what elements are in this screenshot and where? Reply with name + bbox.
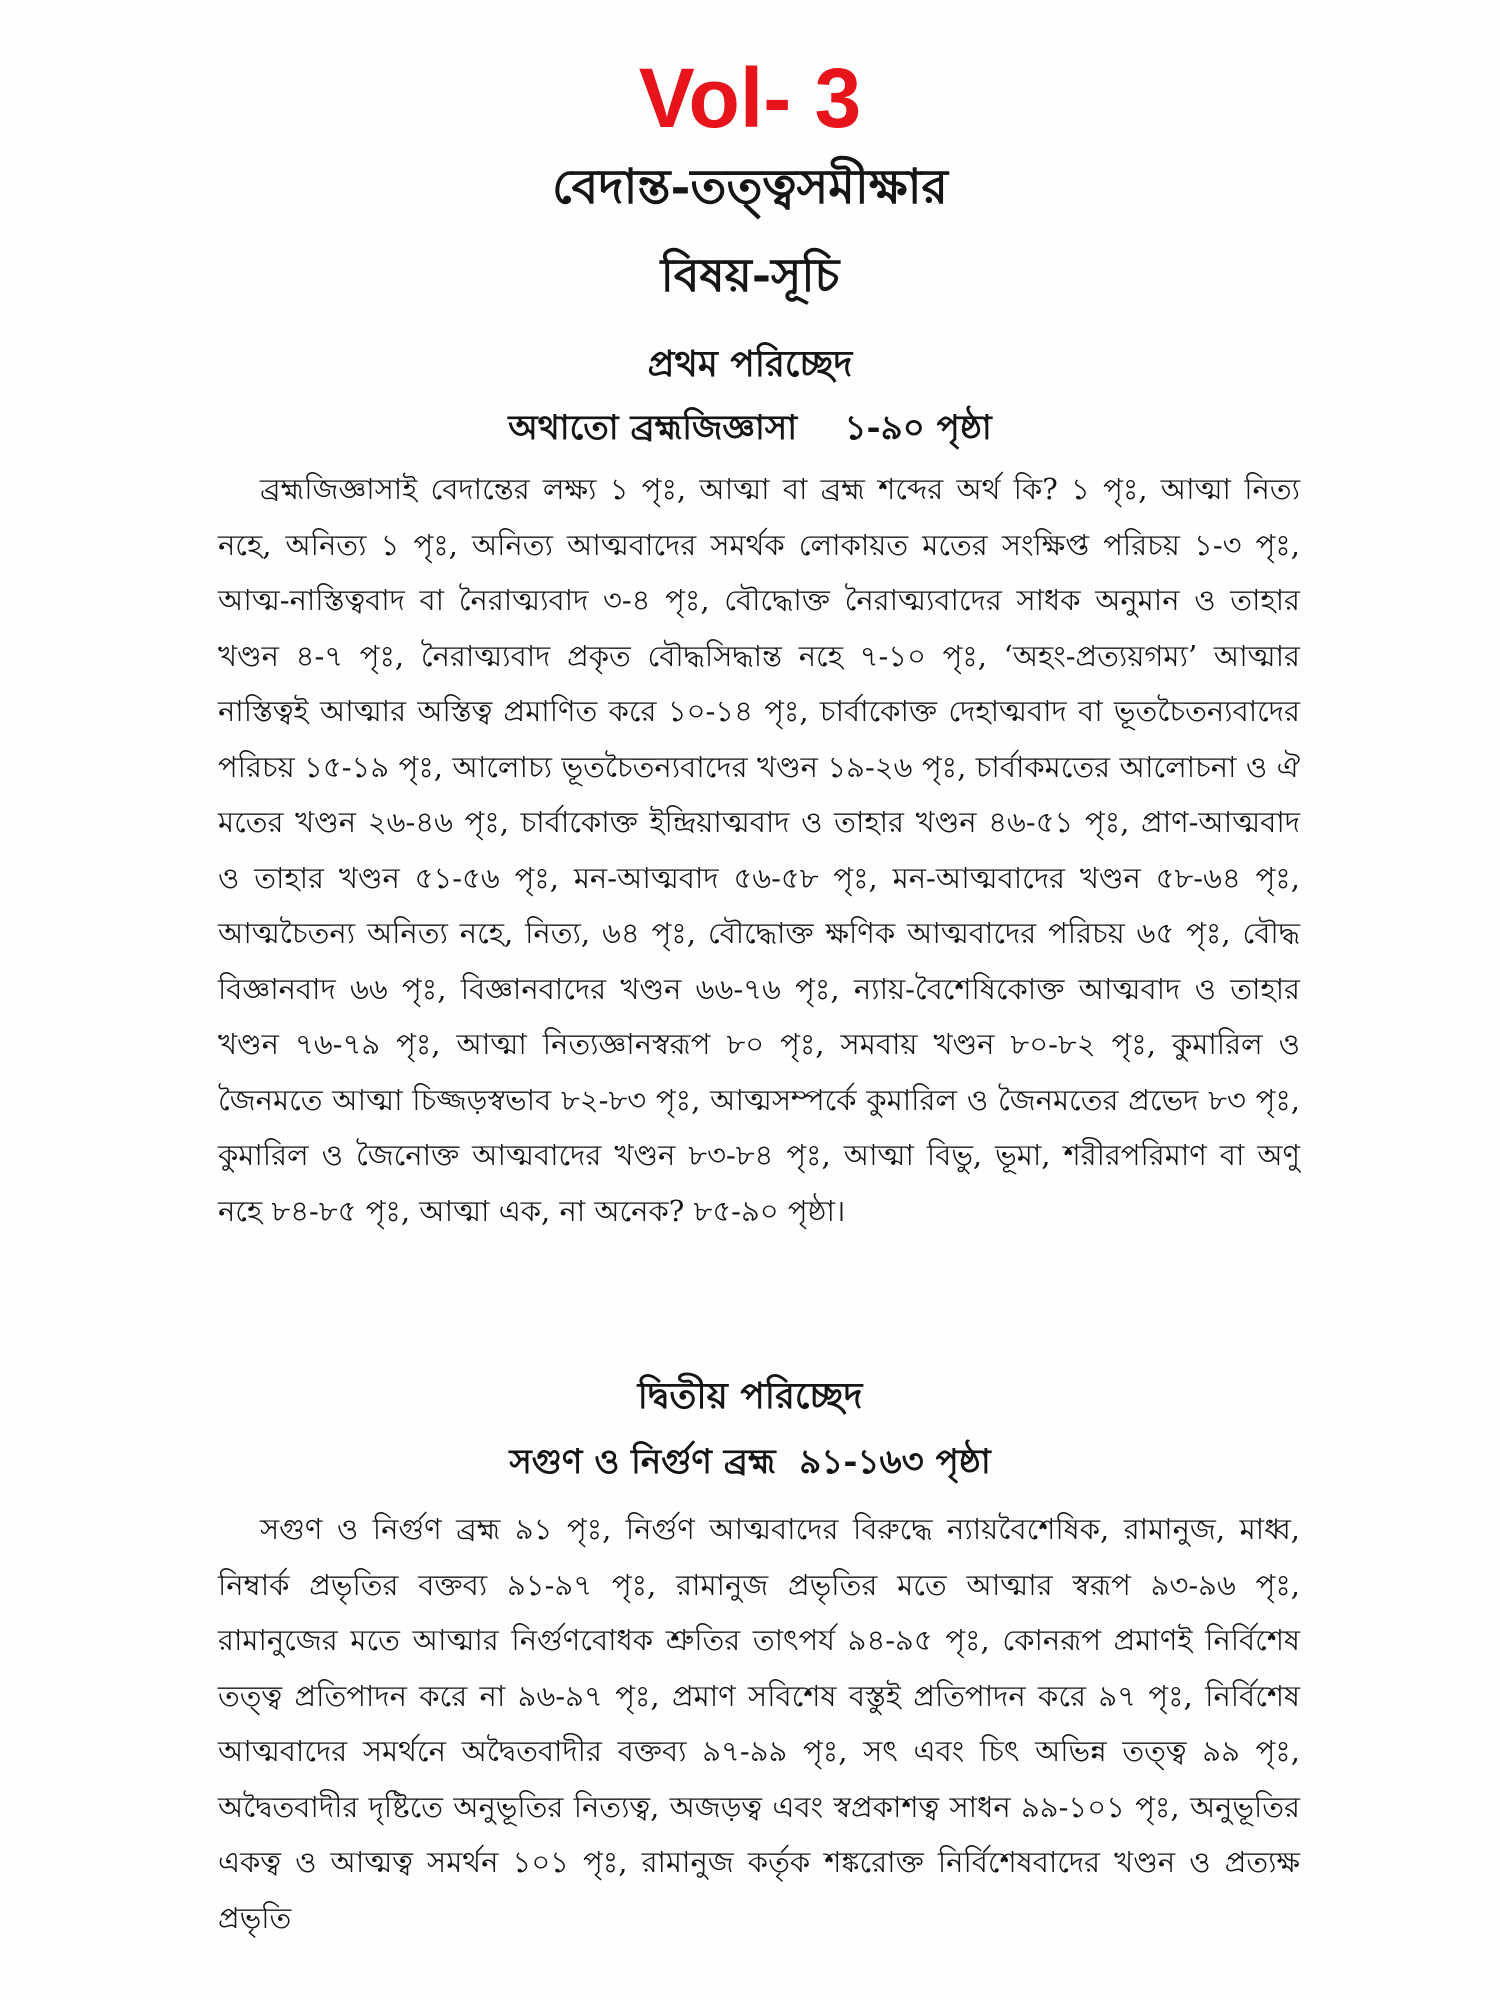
chapter-2-heading: দ্বিতীয় পরিচ্ছেদ — [637, 1375, 863, 1417]
chapter-1-contents: ব্রহ্মজিজ্ঞাসাই বেদান্তের লক্ষ্য ১ পৃঃ, আত্মা বা ব্রহ্ম শব্দের অর্থ কি? ১ পৃঃ, আত্মা নিত্য নহে, অনিত্য ১ পৃঃ, অনিত্য আত্মবাদের সমর্থক লোকায়ত মতের সংক্ষিপ্ত পরিচয় ১-৩ পৃঃ, আত্ম-নাস্তিত্ববাদ বা নৈরাত্ম্যবাদ ৩-৪ পৃঃ, বৌদ্ধোক্ত নৈরাত্ম্যবাদের সাধক অনুমান ও তাহার খণ্ডন ৪-৭ পৃঃ, নৈরাত্ম্যবাদ প্রকৃত বৌদ্ধসিদ্ধান্ত নহে ৭-১০ পৃঃ, ‘অহং-প্রত্যয়গম্য’ আত্মার নাস্তিত্বই আত্মার অস্তিত্ব প্রমাণিত করে ১০-১৪ পৃঃ, চার্বাকোক্ত দেহাত্মবাদ বা ভূতচৈতন্যবাদের পরিচয় ১৫-১৯ পৃঃ, আলোচ্য ভূতচৈতন্যবাদের খণ্ডন ১৯-২৬ পৃঃ, চার্বাকমতের আলোচনা ও ঐ মতের খণ্ডন ২৬-৪৬ পৃঃ, চার্বাকোক্ত ইন্দ্রিয়াত্মবাদ ও তাহার খণ্ডন ৪৬-৫১ পৃঃ, প্রাণ-আত্মবাদ ও তাহার খণ্ডন ৫১-৫৬ পৃঃ, মন-আত্মবাদ ৫৬-৫৮ পৃঃ, মন-আত্মবাদের খণ্ডন ৫৮-৬৪ পৃঃ, আত্মচৈতন্য অনিত্য নহে, নিত্য, ৬৪ পৃঃ, বৌদ্ধোক্ত ক্ষণিক আত্মবাদের পরিচয় ৬৫ পৃঃ, বৌদ্ধ বিজ্ঞানবাদ ৬৬ পৃঃ, বিজ্ঞানবাদের খণ্ডন ৬৬-৭৬ পৃঃ, ন্যায়-বৈশেষিকোক্ত আত্মবাদ ও তাহার খণ্ডন ৭৬-৭৯ পৃঃ, আত্মা নিত্যজ্ঞানস্বরূপ ৮০ পৃঃ, সমবায় খণ্ডন ৮০-৮২ পৃঃ, কুমারিল ও জৈনমতে আত্মা চিজ্জড়স্বভাব ৮২-৮৩ পৃঃ, আত্মসম্পর্কে কুমারিল ও জৈনমতের প্রভেদ ৮৩ পৃঃ, কুমারিল ও জৈনোক্ত আত্মবাদের খণ্ডন ৮৩-৮৪ পৃঃ, আত্মা বিভু, ভূমা, শরীরপরিমাণ বা অণু নহে ৮৪-৮৫ পৃঃ, আত্মা এক, না অনেক? ৮৫-৯০ পৃষ্ঠা। — [218, 472, 1301, 1228]
book-title: বেদান্ত-তত্ত্বসমীক্ষার — [552, 159, 948, 215]
table-of-contents-heading: বিষয়-সূচি — [660, 248, 840, 302]
chapter-1-topic: অথাতো ব্রহ্মজিজ্ঞাসা ১-৯০ পৃষ্ঠা — [508, 408, 992, 448]
chapter-1-heading: প্রথম পরিচ্ছেদ — [647, 343, 853, 385]
chapter-2-topic: সগুণ ও নির্গুণ ব্রহ্ম ৯১-১৬৩ পৃষ্ঠা — [509, 1442, 991, 1482]
chapter-2-contents: সগুণ ও নির্গুণ ব্রহ্ম ৯১ পৃঃ, নির্গুণ আত্মবাদের বিরুদ্ধে ন্যায়বৈশেষিক, রামানুজ, মাধ্ব, নিম্বার্ক প্রভৃতির বক্তব্য ৯১-৯৭ পৃঃ, রামানুজ প্রভৃতির মতে আত্মার স্বরূপ ৯৩-৯৬ পৃঃ, রামানুজের মতে আত্মার নির্গুণবোধক শ্রুতির তাৎপর্য ৯৪-৯৫ পৃঃ, কোনরূপ প্রমাণই নির্বিশেষ তত্ত্ব প্রতিপাদন করে না ৯৬-৯৭ পৃঃ, প্রমাণ সবিশেষ বস্তুই প্রতিপাদন করে ৯৭ পৃঃ, নির্বিশেষ আত্মবাদের সমর্থনে অদ্বৈতবাদীর বক্তব্য ৯৭-৯৯ পৃঃ, সৎ এবং চিৎ অভিন্ন তত্ত্ব ৯৯ পৃঃ, অদ্বৈতবাদীর দৃষ্টিতে অনুভূতির নিত্যত্ব, অজড়ত্ব এবং স্বপ্রকাশত্ব সাধন ৯৯-১০১ পৃঃ, অনুভূতির একত্ব ও আত্মত্ব সমর্থন ১০১ পৃঃ, রামানুজ কর্তৃক শঙ্করোক্ত নির্বিশেষবাদের খণ্ডন ও প্রত্যক্ষ প্রভৃতি — [218, 1512, 1300, 1935]
volume-label: Vol- 3 — [638, 51, 862, 145]
